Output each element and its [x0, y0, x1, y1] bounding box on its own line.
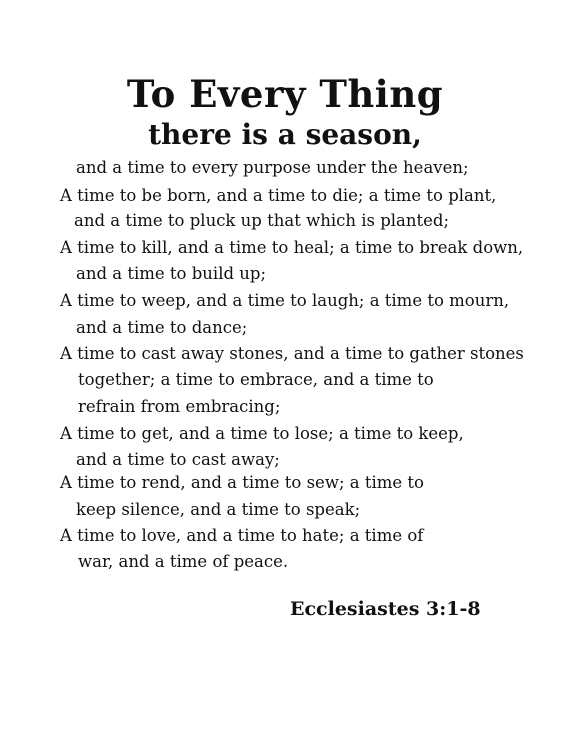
verse-line: A time to weep, and a time to laugh; a time to mourn, [60, 291, 510, 310]
verse-line: together; a time to embrace, and a time to [78, 370, 434, 389]
poem-subtitle: there is a season, [148, 118, 422, 151]
verse-line: A time to kill, and a time to heal; a time to break down, [60, 238, 524, 257]
verse-line: A time to love, and a time to hate; a time of [60, 526, 424, 545]
verse-line: A time to cast away stones, and a time to gather stones [60, 344, 524, 363]
verse-line: A time to rend, and a time to sew; a time to [60, 473, 424, 492]
poem-title: To Every Thing [126, 72, 444, 116]
verse-line: refrain from embracing; [78, 397, 281, 416]
verse-line: and a time to dance; [76, 318, 248, 337]
verse-line: war, and a time of peace. [78, 552, 289, 571]
verse-line: and a time to pluck up that which is planted; [74, 211, 450, 230]
verse-line: A time to be born, and a time to die; a time to plant, [60, 186, 497, 205]
verse-line: and a time to cast away; [76, 450, 280, 469]
verse-line: and a time to build up; [76, 264, 267, 283]
scripture-citation: Ecclesiastes 3:1-8 [290, 598, 481, 620]
verse-line: A time to get, and a time to lose; a time to keep, [60, 424, 464, 443]
verse-line: and a time to every purpose under the heaven; [76, 158, 469, 177]
verse-line: keep silence, and a time to speak; [76, 500, 361, 519]
